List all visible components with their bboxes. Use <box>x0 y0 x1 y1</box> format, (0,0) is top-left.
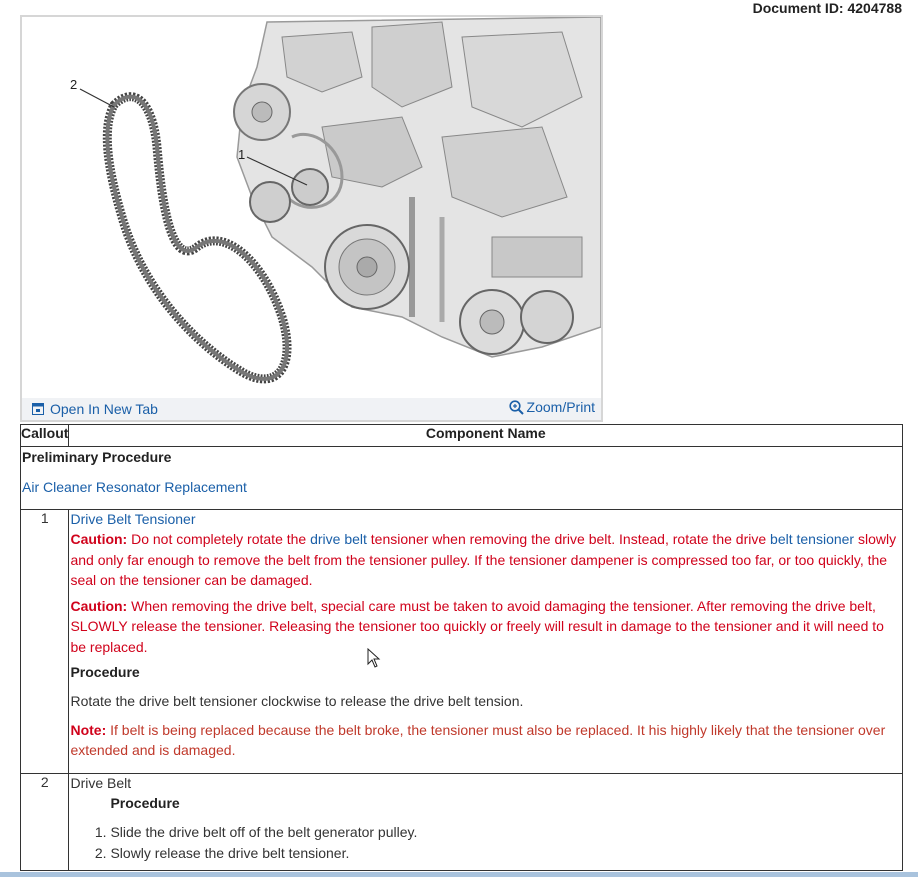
caution-text: When removing the drive belt, special care must be taken to avoid damaging the tensioner. After removing the drive belt, SLOWLY release the tensioner. Releasing the tensioner too quickly or freely will result in damage to the tensioner and it will need to be replaced. <box>70 597 884 655</box>
caution-text: slowly and only far enough to remove the belt from the tensioner pulley. If the tensioner dampener is compressed too far, or too quickly, the seal on the tensioner can be damaged. <box>70 531 897 588</box>
note-label: Note: <box>70 721 107 738</box>
column-header-callout: Callout <box>21 425 69 447</box>
callout-number: 1 <box>21 510 69 774</box>
caution-paragraph <box>70 596 902 658</box>
caution-text: Do not completely rotate the <box>127 531 311 547</box>
zoom-icon <box>509 400 524 415</box>
procedure-text: Rotate the drive belt tensioner clockwise to release the drive belt tension. <box>70 693 524 709</box>
open-new-tab-label: Open In New Tab <box>50 401 158 417</box>
list-item: 1. Slide the drive belt off of the belt generator pulley. <box>110 822 902 843</box>
callout-label-2: 2 <box>70 77 78 92</box>
drive-belt-link[interactable]: drive belt <box>310 531 367 547</box>
component-cell <box>69 510 903 774</box>
component-table <box>20 424 903 871</box>
preliminary-title: Preliminary Procedure <box>22 449 172 465</box>
document-id: Document ID: 4204788 <box>752 0 902 16</box>
caution-label: Caution: <box>70 597 128 614</box>
air-cleaner-link[interactable]: Air Cleaner Resonator Replacement <box>22 479 247 495</box>
open-new-tab-button[interactable] <box>32 401 158 417</box>
figure-toolbar <box>22 398 601 420</box>
callout-leader-2 <box>80 89 114 107</box>
zoom-print-button[interactable] <box>509 399 595 415</box>
caution-label: Caution: <box>70 531 128 547</box>
component-name-link[interactable]: Drive Belt Tensioner <box>70 511 196 527</box>
caution-text: tensioner when removing the drive belt. Instead, rotate the drive <box>366 531 771 547</box>
component-cell <box>69 774 903 871</box>
procedure-heading: Procedure <box>70 664 140 680</box>
drive-belt-illustration <box>20 15 603 422</box>
callout-number: 2 <box>21 774 69 871</box>
mouse-cursor-icon <box>367 648 381 668</box>
column-header-component: Component Name <box>69 425 903 447</box>
procedure-heading: Procedure <box>110 795 180 811</box>
caution-paragraph <box>70 529 902 591</box>
note-paragraph <box>70 720 902 761</box>
belt-tensioner-link[interactable]: belt tensioner <box>770 531 855 547</box>
component-name: Drive Belt <box>70 775 132 791</box>
table-row <box>21 510 903 774</box>
bottom-scroll-strip <box>0 872 918 877</box>
preliminary-cell <box>21 447 903 510</box>
list-item: 2. Slowly release the drive belt tensioner. <box>110 843 902 864</box>
preliminary-row <box>21 447 903 510</box>
procedure-steps <box>70 822 902 864</box>
zoom-print-label: Zoom/Print <box>526 399 595 415</box>
table-row <box>21 774 903 871</box>
note-text: If belt is being replaced because the belt broke, the tensioner must also be replaced. It his highly likely that the tensioner over extended and is damaged. <box>70 721 886 758</box>
table-header-row <box>21 425 903 447</box>
engine-belt-drawing <box>22 17 601 400</box>
callout-label-1: 1 <box>238 147 246 162</box>
open-tab-icon <box>32 403 44 415</box>
